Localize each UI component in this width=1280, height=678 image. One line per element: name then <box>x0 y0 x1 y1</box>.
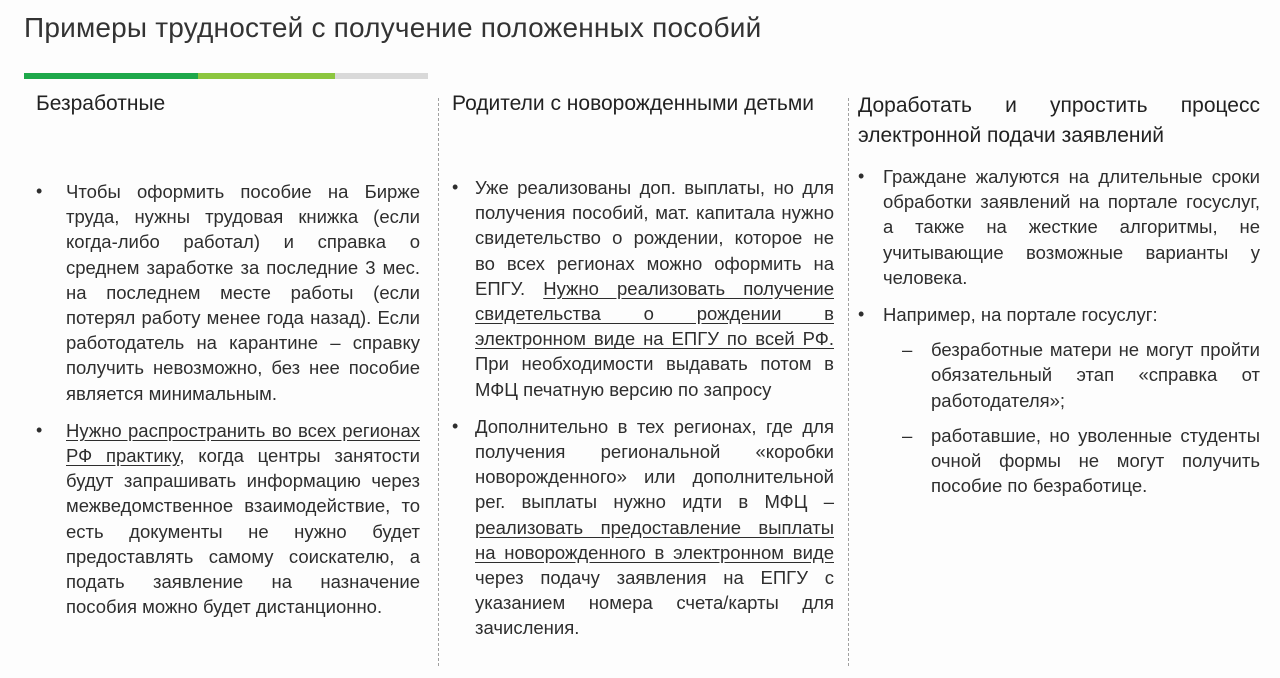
column-divider-2 <box>848 98 849 666</box>
bullet-text: Граждане жалуются на длительные сроки обработки заявлений на портале госуслуг, а также на жесткие алгоритмы, не учитывающие возможные варианты у человека. <box>883 166 1260 288</box>
column-unemployed <box>36 88 420 631</box>
dash-item <box>883 423 1260 499</box>
list-item <box>452 175 834 402</box>
underlined-text: реализовать предоставление выплаты на новорожденного в электронном виде <box>475 516 834 563</box>
accent-bar-green <box>24 73 198 79</box>
accent-bar-gray <box>335 73 428 79</box>
column-heading: Родители с новорожденными детьми <box>452 92 815 115</box>
dash-text: работавшие, но уволенные студенты очной формы не могут получить пособие по безработице. <box>931 424 1260 497</box>
list-item <box>36 418 420 620</box>
bullet-list <box>858 164 1260 498</box>
underlined-text: Нужно распространить во всех регионах РФ практику <box>66 419 420 467</box>
title-accent-bar <box>24 73 428 79</box>
bullet-list <box>36 179 420 619</box>
dash-text: безработные матери не могут пройти обязательный этап «справка от работодателя»; <box>931 339 1260 411</box>
bullet-list <box>452 175 834 641</box>
bullet-text: Уже реализованы доп. выплаты, но для получения пособий, мат. капитала нужно свидетельство о рождении, которое не во всех регионах можно оформить на ЕПГУ. <box>475 177 834 299</box>
list-item <box>858 302 1260 498</box>
column-heading: Доработать и упростить процесс электронной подачи заявлений <box>858 94 1260 147</box>
bullet-text: через подачу заявления на ЕПГУ с указанием номера счета/карты для зачисления. <box>475 567 834 639</box>
column-divider-1 <box>438 98 439 666</box>
accent-bar-light-green <box>198 73 335 79</box>
dash-item <box>883 337 1260 413</box>
dash-list <box>883 337 1260 498</box>
list-item <box>858 164 1260 290</box>
column-parents <box>452 88 834 653</box>
bullet-text: Чтобы оформить пособие на Бирже труда, нужны трудовая книжка (если когда-либо работал) и справка о среднем заработке за последние 3 мес. на последнем месте работы (если потерял работу менее года назад). Если работодатель на карантине – справку получить невозможно, без нее пособие является минимальным. <box>66 181 420 404</box>
column-improve-process <box>858 88 1260 510</box>
bullet-text: При необходимости выдавать потом в МФЦ печатную версию по запросу <box>475 353 834 400</box>
list-item <box>452 414 834 641</box>
bullet-text: , когда центры занятости будут запрашивать информацию через межведомственное взаимодействие, то есть документы не нужно будет предоставлять самому соискателю, а подать заявление на назначение пособия можно будет дистанционно. <box>66 445 420 618</box>
bullet-text: Дополнительно в тех регионах, где для получения региональной «коробки новорожденного» или дополнительной рег. выплаты нужно идти в МФЦ – <box>475 415 834 513</box>
bullet-text: Например, на портале госуслуг: <box>883 304 1158 326</box>
list-item <box>36 179 420 406</box>
slide-title: Примеры трудностей с получение положенных пособий <box>24 12 762 43</box>
column-heading: Безработные <box>36 92 166 115</box>
underlined-text: Нужно реализовать получение свидетельства о рождении в электронном виде на ЕПГУ по всей РФ. <box>475 277 834 350</box>
